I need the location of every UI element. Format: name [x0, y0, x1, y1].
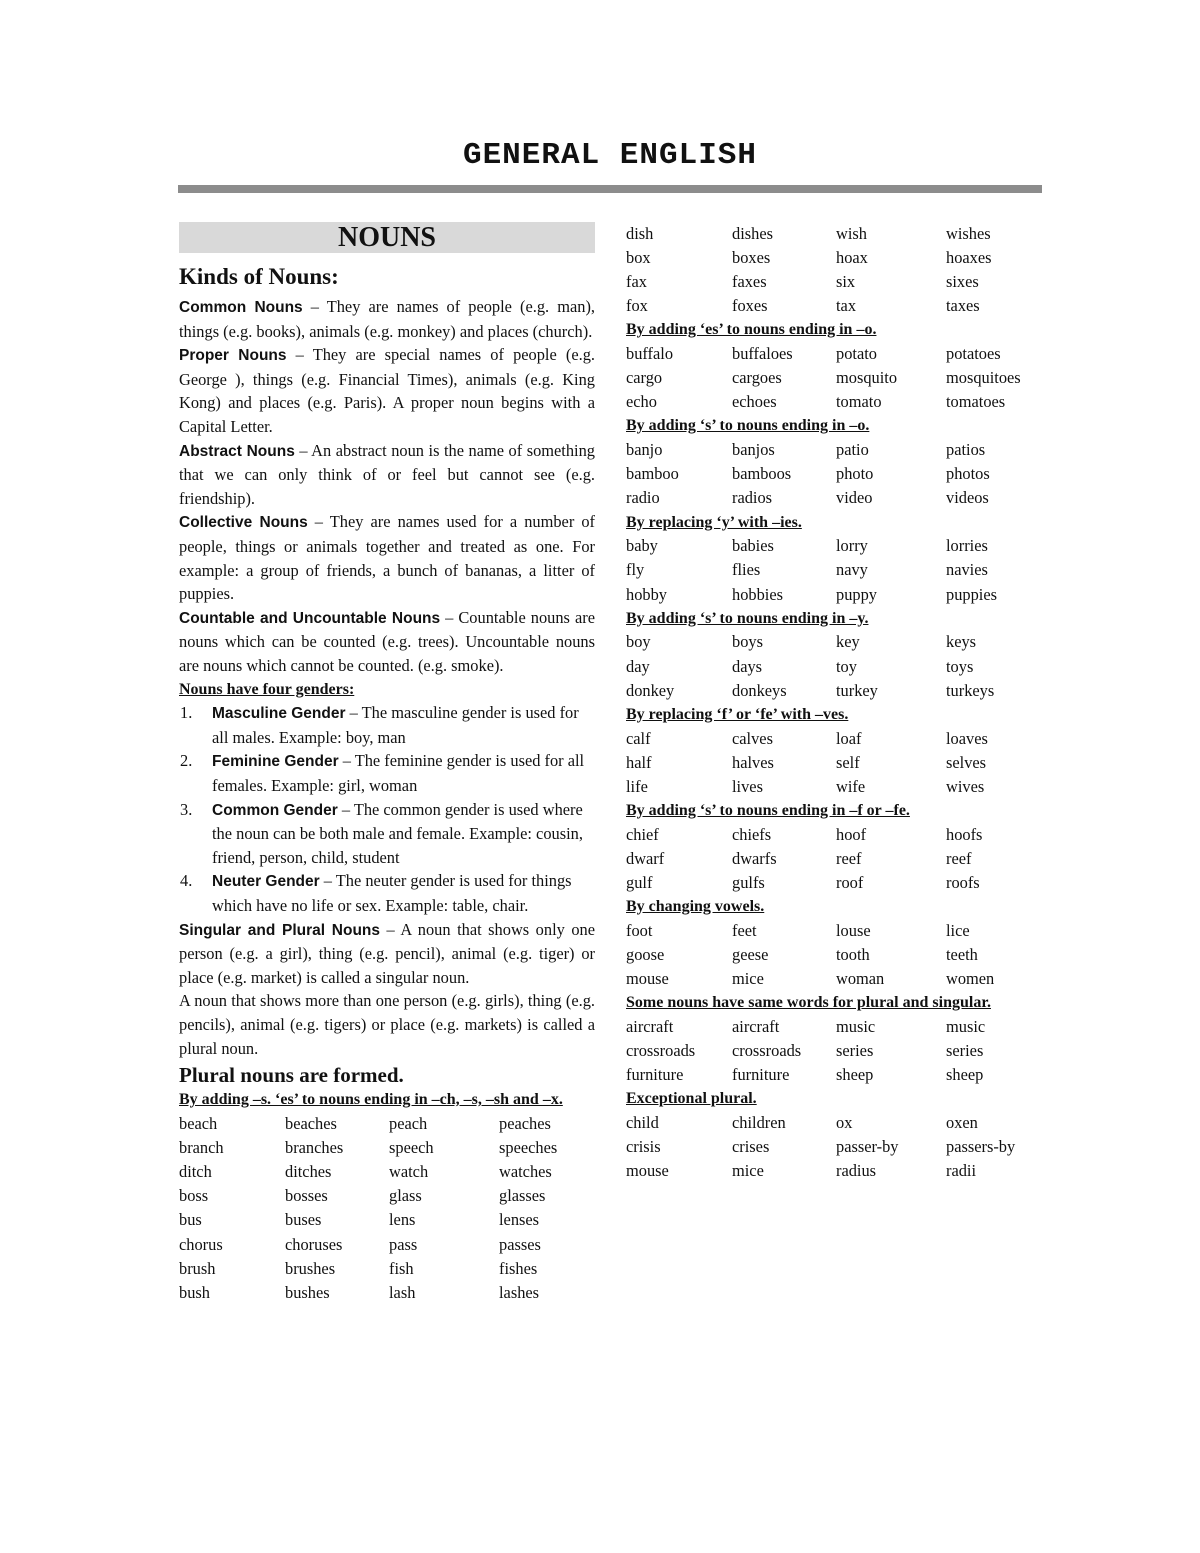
singular-word: series — [836, 1040, 874, 1060]
plural-word: hoaxes — [946, 248, 992, 268]
word-row — [626, 342, 1042, 366]
kind-term: Proper Nouns — [179, 347, 287, 365]
singular-word: hoof — [836, 824, 867, 844]
singular-word: donkey — [626, 680, 675, 700]
word-row — [179, 1232, 595, 1256]
plural-word: speeches — [499, 1138, 558, 1158]
singular-word: life — [626, 776, 648, 796]
word-row — [626, 1111, 1042, 1135]
singular-word: tooth — [836, 944, 870, 964]
singular-word: wish — [836, 224, 867, 244]
word-row — [626, 222, 1042, 246]
word-row — [626, 967, 1042, 991]
kind-paragraph — [179, 510, 595, 605]
singular-word: radius — [836, 1161, 877, 1181]
plural-word: dwarfs — [732, 848, 777, 868]
gender-item — [179, 749, 595, 797]
kind-description: – They are names used for a number of people, things or animals together and treated as one. For example: a group of friends, a bunch of bananas, a litter of puppies. — [179, 512, 595, 604]
plural-word: series — [946, 1040, 984, 1060]
singular-word: self — [836, 752, 860, 772]
kind-term: Abstract Nouns — [179, 442, 295, 460]
singular-word: beach — [179, 1114, 218, 1134]
plural-word: bushes — [285, 1282, 330, 1302]
word-row — [626, 462, 1042, 486]
word-table — [626, 342, 1042, 414]
kind-paragraph — [179, 606, 595, 678]
plural-word: wives — [946, 776, 985, 796]
singular-word: lash — [389, 1282, 416, 1302]
word-row — [626, 534, 1042, 558]
plural-word: navies — [946, 560, 988, 580]
singular-word: mouse — [626, 968, 669, 988]
singular-word: hobby — [626, 584, 667, 604]
word-row — [626, 438, 1042, 462]
gender-number: 4. — [180, 871, 193, 891]
plural-rule-heading: By adding ‘s’ to nouns ending in –o. — [626, 417, 870, 435]
word-table — [626, 1111, 1042, 1183]
word-row — [626, 823, 1042, 847]
word-row — [179, 1160, 595, 1184]
plural-word: reef — [946, 848, 972, 868]
singular-word: echo — [626, 392, 657, 412]
section-title: NOUNS — [179, 222, 595, 253]
kind-term: Collective Nouns — [179, 514, 308, 532]
singular-word: reef — [836, 848, 862, 868]
genders-heading: Nouns have four genders: — [179, 680, 355, 698]
word-row — [626, 1135, 1042, 1159]
plural-word: hoofs — [946, 824, 983, 844]
genders-list — [179, 701, 595, 917]
plural-rule-heading: By changing vowels. — [626, 897, 765, 915]
singular-word: roof — [836, 872, 864, 892]
word-table — [626, 823, 1042, 895]
word-table — [626, 222, 1042, 318]
singular-word: six — [836, 272, 856, 292]
plural-word: glasses — [499, 1186, 546, 1206]
plural-word: lashes — [499, 1282, 540, 1302]
plural-word: puppies — [946, 584, 997, 604]
right-rules — [626, 222, 1042, 1183]
word-table — [626, 534, 1042, 606]
word-row — [179, 1112, 595, 1136]
gender-term: Common Gender — [212, 801, 338, 819]
singular-word: bus — [179, 1210, 202, 1230]
plural-word: brushes — [285, 1258, 336, 1278]
word-row — [179, 1257, 595, 1281]
singular-word: goose — [626, 944, 665, 964]
plural-word: taxes — [946, 296, 980, 316]
plural-word: bamboos — [732, 464, 792, 484]
singular-plural-paragraph — [179, 918, 595, 990]
word-row — [626, 726, 1042, 750]
singular-word: lens — [389, 1210, 416, 1230]
plural-word: lorries — [946, 536, 988, 556]
singular-word: pass — [389, 1234, 418, 1254]
singular-word: chief — [626, 824, 659, 844]
plural-word: branches — [285, 1138, 344, 1158]
plural-word: music — [946, 1016, 986, 1036]
plural-word: days — [732, 656, 763, 676]
plural-word: selves — [946, 752, 987, 772]
gender-number: 2. — [180, 751, 193, 771]
plural-word: beaches — [285, 1114, 337, 1134]
singular-word: half — [626, 752, 652, 772]
singular-word: mosquito — [836, 368, 898, 388]
plural-word: chiefs — [732, 824, 772, 844]
page-title: GENERAL ENGLISH — [462, 138, 758, 173]
plural-word: feet — [732, 920, 757, 940]
plural-word: hobbies — [732, 584, 783, 604]
plural-word: cargoes — [732, 368, 782, 388]
gender-term: Masculine Gender — [212, 705, 346, 723]
word-row — [179, 1281, 595, 1305]
singular-word: crossroads — [626, 1040, 696, 1060]
word-row — [626, 558, 1042, 582]
singular-word: chorus — [179, 1234, 223, 1254]
word-row — [626, 630, 1042, 654]
singular-word: mouse — [626, 1161, 669, 1181]
singular-word: buffalo — [626, 344, 674, 364]
plural-rule-heading: Some nouns have same words for plural and singular. — [626, 993, 991, 1011]
gender-description: – The masculine gender is used for all males. Example: boy, man — [212, 703, 579, 747]
word-row — [626, 294, 1042, 318]
singular-word: boss — [179, 1186, 209, 1206]
plural-word: wishes — [946, 224, 991, 244]
singular-word: fly — [626, 560, 645, 580]
kind-paragraph — [179, 343, 595, 438]
singular-word: louse — [836, 920, 871, 940]
word-table — [626, 919, 1042, 991]
word-row — [626, 919, 1042, 943]
plural-word: sheep — [946, 1064, 984, 1084]
singular-word: aircraft — [626, 1016, 674, 1036]
plural-rule-heading: By adding –s. ‘es’ to nouns ending in –ch, –s, –sh and –x. — [179, 1091, 563, 1109]
kind-description: – An abstract noun is the name of something that we can only think of or feel but cannot see (e.g. friendship). — [179, 440, 595, 508]
singular-word: speech — [389, 1138, 434, 1158]
singular-word: banjo — [626, 440, 663, 460]
plural-word: mice — [732, 968, 764, 988]
plural-word: fishes — [499, 1258, 538, 1278]
kinds-heading: Kinds of Nouns: — [179, 264, 339, 289]
gender-term: Feminine Gender — [212, 753, 339, 771]
plural-word: foxes — [732, 296, 768, 316]
singular-word: fox — [626, 296, 648, 316]
gender-description: – The feminine gender is used for all females. Example: girl, woman — [212, 751, 585, 796]
plural-word: calves — [732, 728, 773, 748]
singular-word: glass — [389, 1186, 422, 1206]
word-row — [626, 390, 1042, 414]
plural-word: crises — [732, 1136, 770, 1156]
plural-word: patios — [946, 440, 986, 460]
singular-word: watch — [389, 1162, 429, 1182]
plural-word: buses — [285, 1210, 322, 1230]
singular-word: day — [626, 656, 650, 676]
singular-word: ditch — [179, 1162, 212, 1182]
word-table — [626, 1015, 1042, 1087]
plural-word: keys — [946, 632, 977, 652]
singular-word: fax — [626, 272, 647, 292]
title-divider — [178, 185, 1042, 193]
singular-word: hoax — [836, 248, 868, 268]
singular-word: passer-by — [836, 1136, 899, 1156]
plural-word: ditches — [285, 1162, 332, 1182]
gender-item — [179, 701, 595, 749]
right-column — [626, 222, 1042, 1183]
word-row — [626, 246, 1042, 270]
plural-word: women — [946, 968, 995, 988]
singular-word: bamboo — [626, 464, 679, 484]
gender-number: 3. — [180, 799, 193, 819]
word-row — [626, 366, 1042, 390]
plural-word: halves — [732, 752, 774, 772]
plural-word: radios — [732, 488, 773, 508]
word-row — [626, 270, 1042, 294]
plural-word: lice — [946, 920, 970, 940]
singular-word: dish — [626, 224, 654, 244]
kind-term: Common Nouns — [179, 299, 303, 316]
plural-word: turkeys — [946, 680, 995, 700]
singular-word: dwarf — [626, 848, 665, 868]
singular-word: ox — [836, 1112, 853, 1132]
kind-description: – Countable nouns are nouns which can be counted (e.g. trees). Uncountable nouns are nouns which cannot be counted. (e.g. smoke). — [179, 607, 595, 675]
word-row — [626, 1159, 1042, 1183]
word-row — [626, 943, 1042, 967]
singular-plural-term: Singular and Plural Nouns — [179, 921, 381, 939]
plural-rule-heading: By replacing ‘f’ or ‘fe’ with –ves. — [626, 705, 849, 723]
word-row — [626, 1039, 1042, 1063]
plural-word: lenses — [499, 1210, 540, 1230]
singular-word: furniture — [626, 1064, 684, 1084]
singular-word: video — [836, 488, 873, 508]
plural-word: roofs — [946, 872, 980, 892]
plural-word: furniture — [732, 1064, 790, 1084]
plural-word: dishes — [732, 224, 773, 244]
plural-word: lives — [732, 776, 763, 796]
gender-item — [179, 869, 595, 917]
plural-word: watches — [499, 1162, 552, 1182]
singular-word: child — [626, 1112, 659, 1132]
word-row — [626, 486, 1042, 510]
word-row — [626, 847, 1042, 871]
plural-word: tomatoes — [946, 392, 1006, 412]
kinds-list — [179, 295, 595, 678]
singular-word: photo — [836, 464, 874, 484]
plural-word: potatoes — [946, 344, 1001, 364]
plural-rule-heading: Exceptional plural. — [626, 1090, 757, 1107]
singular-word: peach — [389, 1114, 428, 1134]
singular-word: wife — [836, 776, 866, 796]
singular-word: bush — [179, 1282, 210, 1302]
plural-word: photos — [946, 464, 990, 484]
plural-word: toys — [946, 656, 974, 676]
plural-word: choruses — [285, 1234, 343, 1254]
plural-word: passers-by — [946, 1136, 1016, 1156]
plural-word: videos — [946, 488, 989, 508]
plural-word: sixes — [946, 272, 979, 292]
gender-term: Neuter Gender — [212, 873, 320, 891]
singular-word: baby — [626, 536, 658, 556]
kind-paragraph — [179, 439, 595, 511]
plural-word: mice — [732, 1161, 764, 1181]
word-row — [179, 1208, 595, 1232]
plural-word: crossroads — [732, 1040, 802, 1060]
singular-word: loaf — [836, 728, 862, 748]
singular-word: toy — [836, 656, 857, 676]
singular-plural-text: – A noun that shows only one person (e.g. a girl), thing (e.g. pencil), animal (e.g. tiger) or place (e.g. market) is called a singular noun. — [179, 919, 595, 987]
singular-word: patio — [836, 440, 869, 460]
word-row — [626, 751, 1042, 775]
plural-rule-heading: By adding ‘s’ to nouns ending in –y. — [626, 609, 869, 627]
word-table — [626, 438, 1042, 510]
left-rules — [179, 1088, 595, 1305]
singular-word: gulf — [626, 872, 653, 892]
singular-word: music — [836, 1016, 876, 1036]
plural-word: aircraft — [732, 1016, 780, 1036]
singular-word: tax — [836, 296, 857, 316]
kind-paragraph — [179, 295, 595, 343]
plural-word: flies — [732, 560, 761, 580]
word-row — [626, 583, 1042, 607]
singular-word: foot — [626, 920, 653, 940]
singular-word: crisis — [626, 1136, 661, 1156]
singular-word: tomato — [836, 392, 882, 412]
left-column — [179, 222, 595, 1305]
word-row — [626, 871, 1042, 895]
word-row — [626, 1063, 1042, 1087]
plural-word: peaches — [499, 1114, 551, 1134]
plural-word: bosses — [285, 1186, 328, 1206]
plural-word: passes — [499, 1234, 541, 1254]
plural-word: boxes — [732, 248, 771, 268]
singular-word: turkey — [836, 680, 878, 700]
plural-word: oxen — [946, 1112, 978, 1132]
singular-word: fish — [389, 1258, 414, 1278]
singular-word: navy — [836, 560, 868, 580]
kind-description: – They are names of people (e.g. man), things (e.g. books), animals (e.g. monkey) and places (church). — [179, 297, 596, 341]
plural-word: echoes — [732, 392, 777, 412]
plural-word: loaves — [946, 728, 988, 748]
word-row — [626, 1015, 1042, 1039]
singular-word: potato — [836, 344, 877, 364]
word-table — [626, 726, 1042, 798]
plural-word: mosquitoes — [946, 368, 1021, 388]
plural-word: babies — [732, 536, 774, 556]
plural-word: radii — [946, 1161, 977, 1181]
singular-word: radio — [626, 488, 660, 508]
plural-rule-heading: By adding ‘es’ to nouns ending in –o. — [626, 321, 877, 339]
plural-word: buffaloes — [732, 344, 793, 364]
singular-word: lorry — [836, 536, 868, 556]
plural-rule-heading: By replacing ‘y’ with –ies. — [626, 513, 802, 531]
word-row — [626, 679, 1042, 703]
word-row — [179, 1136, 595, 1160]
kind-description: – They are special names of people (e.g. George ), things (e.g. Financial Times), animals (e.g. King Kong) and places (e.g. Paris). A proper noun begins with a Capital Letter. — [179, 345, 596, 436]
plural-word: children — [732, 1112, 786, 1132]
plural-word: gulfs — [732, 872, 765, 892]
word-table — [626, 630, 1042, 702]
plural-heading: Plural nouns are formed. — [179, 1063, 404, 1088]
singular-word: sheep — [836, 1064, 874, 1084]
gender-description: – The common gender is used where the noun can be both male and female. Example: cousin, friend, person, child, student — [212, 799, 583, 867]
gender-number: 1. — [180, 703, 193, 723]
plural-rule-heading: By adding ‘s’ to nouns ending in –f or –fe. — [626, 801, 910, 819]
singular-word: calf — [626, 728, 651, 748]
plural-word: donkeys — [732, 680, 787, 700]
plural-word: boys — [732, 632, 763, 652]
singular-word: branch — [179, 1138, 224, 1158]
plural-word: teeth — [946, 944, 978, 964]
singular-word: cargo — [626, 368, 663, 388]
singular-word: key — [836, 632, 860, 652]
singular-word: brush — [179, 1258, 216, 1278]
word-row — [626, 655, 1042, 679]
plural-word: banjos — [732, 440, 775, 460]
singular-word: boy — [626, 632, 651, 652]
plural-word: faxes — [732, 272, 767, 292]
gender-description: – The neuter gender is used for things which have no life or sex. Example: table, chair. — [212, 871, 572, 916]
word-row — [626, 775, 1042, 799]
plural-paragraph: A noun that shows more than one person (e.g. girls), thing (e.g. pencils), animal (e.g. tigers) or place (e.g. markets) is called a plural noun. — [179, 991, 595, 1058]
word-table — [179, 1112, 595, 1305]
singular-word: puppy — [836, 584, 877, 604]
singular-word: woman — [836, 968, 885, 988]
singular-word: box — [626, 248, 651, 268]
word-row — [179, 1184, 595, 1208]
gender-item — [179, 798, 595, 870]
kind-term: Countable and Uncountable Nouns — [179, 609, 441, 627]
plural-word: geese — [732, 944, 769, 964]
